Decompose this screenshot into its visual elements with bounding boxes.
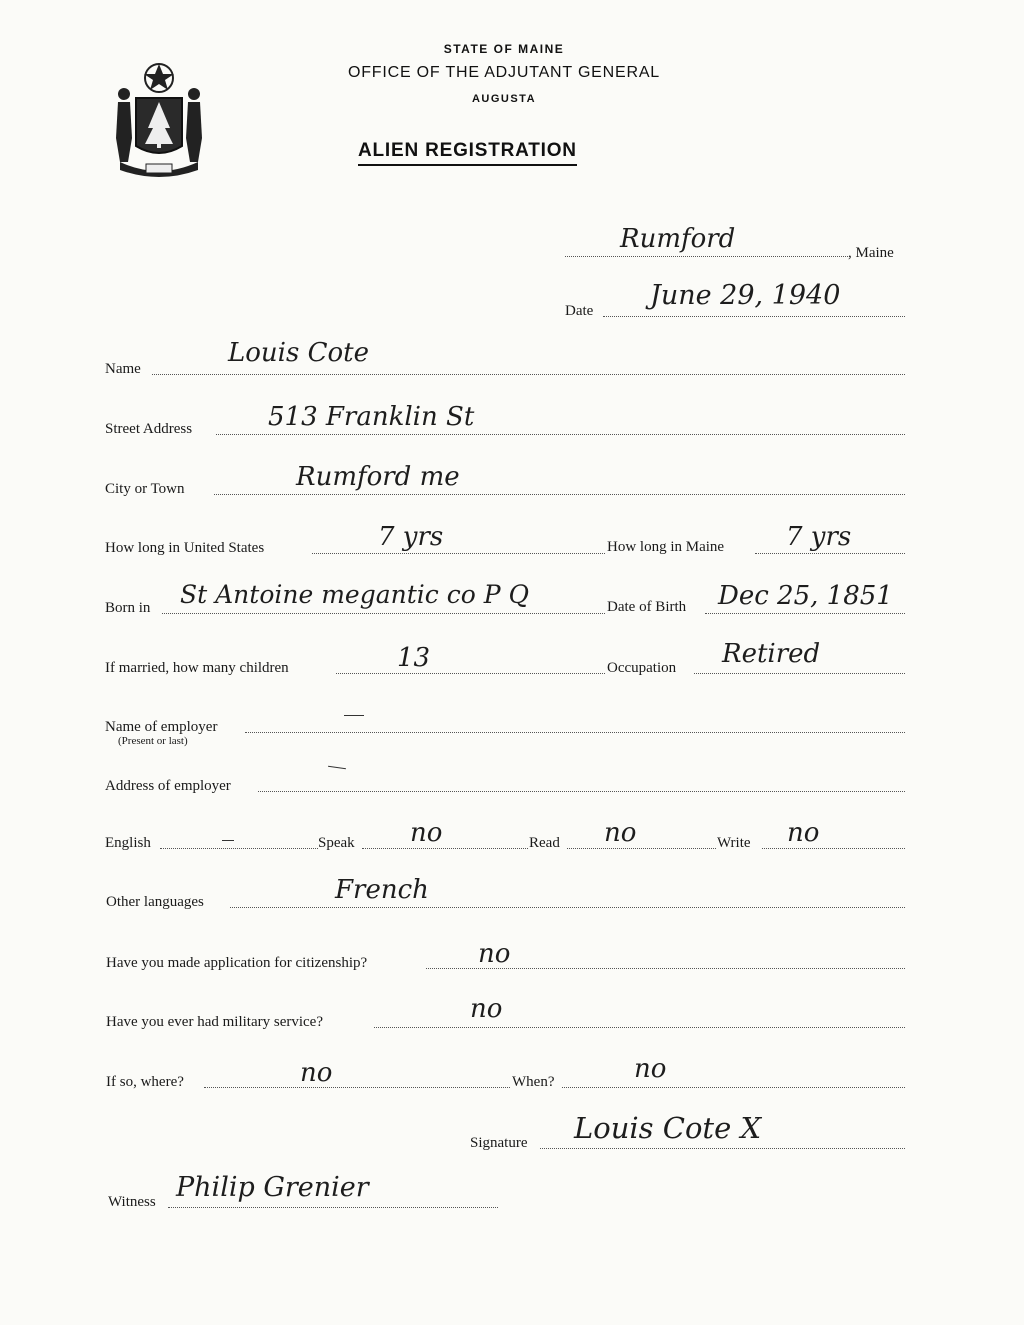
- english-dash: [222, 840, 234, 841]
- state-of-maine-seal-icon: [106, 58, 212, 180]
- employer-address-dash: [328, 766, 346, 769]
- name-value: Louis Cote: [228, 338, 369, 368]
- dob-line: [705, 613, 905, 614]
- dob-value: Dec 25, 1851: [718, 581, 893, 611]
- where-line: [204, 1087, 510, 1088]
- when-value: no: [634, 1054, 667, 1084]
- city-value: Rumford me: [296, 462, 460, 492]
- citizenship-value: no: [478, 939, 511, 969]
- read-value: no: [604, 818, 637, 848]
- dob-label: Date of Birth: [607, 599, 687, 615]
- date-value: June 29, 1940: [650, 280, 841, 311]
- maine-length-line: [755, 553, 905, 554]
- header-state: STATE OF MAINE: [443, 42, 565, 56]
- maine-length-label: How long in Maine: [607, 539, 725, 555]
- children-label: If married, how many children: [105, 660, 289, 676]
- us-length-value: 7 yrs: [378, 522, 444, 552]
- other-languages-label: Other languages: [106, 894, 204, 910]
- speak-line: [362, 848, 528, 849]
- witness-value: Philip Grenier: [176, 1172, 369, 1203]
- other-languages-value: French: [335, 875, 429, 905]
- when-label: When?: [512, 1074, 555, 1090]
- read-label: Read: [529, 835, 560, 851]
- english-label: English: [105, 835, 151, 851]
- name-line: [152, 374, 905, 375]
- military-line: [374, 1027, 905, 1028]
- town-value: Rumford: [620, 224, 736, 254]
- street-label: Street Address: [105, 421, 193, 437]
- maine-length-value: 7 yrs: [786, 522, 852, 552]
- occupation-label: Occupation: [607, 660, 677, 676]
- write-line: [762, 848, 905, 849]
- born-value: St Antoine megantic co P Q: [180, 580, 529, 609]
- write-label: Write: [717, 835, 751, 851]
- when-line: [562, 1087, 905, 1088]
- witness-line: [168, 1207, 498, 1208]
- signature-line: [540, 1148, 905, 1149]
- signature-label: Signature: [470, 1135, 528, 1151]
- military-value: no: [470, 994, 503, 1024]
- date-line: [603, 316, 905, 317]
- employer-address-label: Address of employer: [105, 778, 231, 794]
- where-label: If so, where?: [106, 1074, 184, 1090]
- us-length-label: How long in United States: [105, 540, 265, 556]
- town-line: [565, 256, 848, 257]
- write-value: no: [787, 818, 820, 848]
- occupation-value: Retired: [722, 639, 821, 669]
- children-value: 13: [397, 643, 431, 673]
- occupation-line: [694, 673, 905, 674]
- city-label: City or Town: [105, 481, 185, 497]
- speak-label: Speak: [318, 835, 355, 851]
- form-title: ALIEN REGISTRATION: [358, 140, 577, 166]
- city-line: [214, 494, 905, 495]
- maine-label: , Maine: [848, 245, 894, 261]
- born-label: Born in: [105, 600, 151, 616]
- street-line: [216, 434, 905, 435]
- header-city: AUGUSTA: [471, 93, 537, 105]
- header-office: OFFICE OF THE ADJUTANT GENERAL: [347, 64, 661, 81]
- street-value: 513 Franklin St: [268, 402, 475, 432]
- citizenship-label: Have you made application for citizenship?: [106, 955, 368, 971]
- date-label: Date: [565, 303, 594, 319]
- employer-sublabel: (Present or last): [118, 735, 188, 747]
- other-languages-line: [230, 907, 905, 908]
- english-line: [160, 848, 318, 849]
- employer-label: Name of employer: [105, 719, 218, 735]
- speak-value: no: [410, 818, 443, 848]
- name-label: Name: [105, 361, 141, 377]
- employer-line: [245, 732, 905, 733]
- employer-dash: [344, 715, 364, 716]
- signature-value: Louis Cote X: [574, 1111, 762, 1145]
- children-line: [336, 673, 605, 674]
- military-label: Have you ever had military service?: [106, 1014, 323, 1030]
- where-value: no: [300, 1058, 333, 1088]
- employer-address-line: [258, 791, 905, 792]
- witness-label: Witness: [108, 1194, 156, 1210]
- us-length-line: [312, 553, 605, 554]
- read-line: [567, 848, 716, 849]
- born-line: [162, 613, 605, 614]
